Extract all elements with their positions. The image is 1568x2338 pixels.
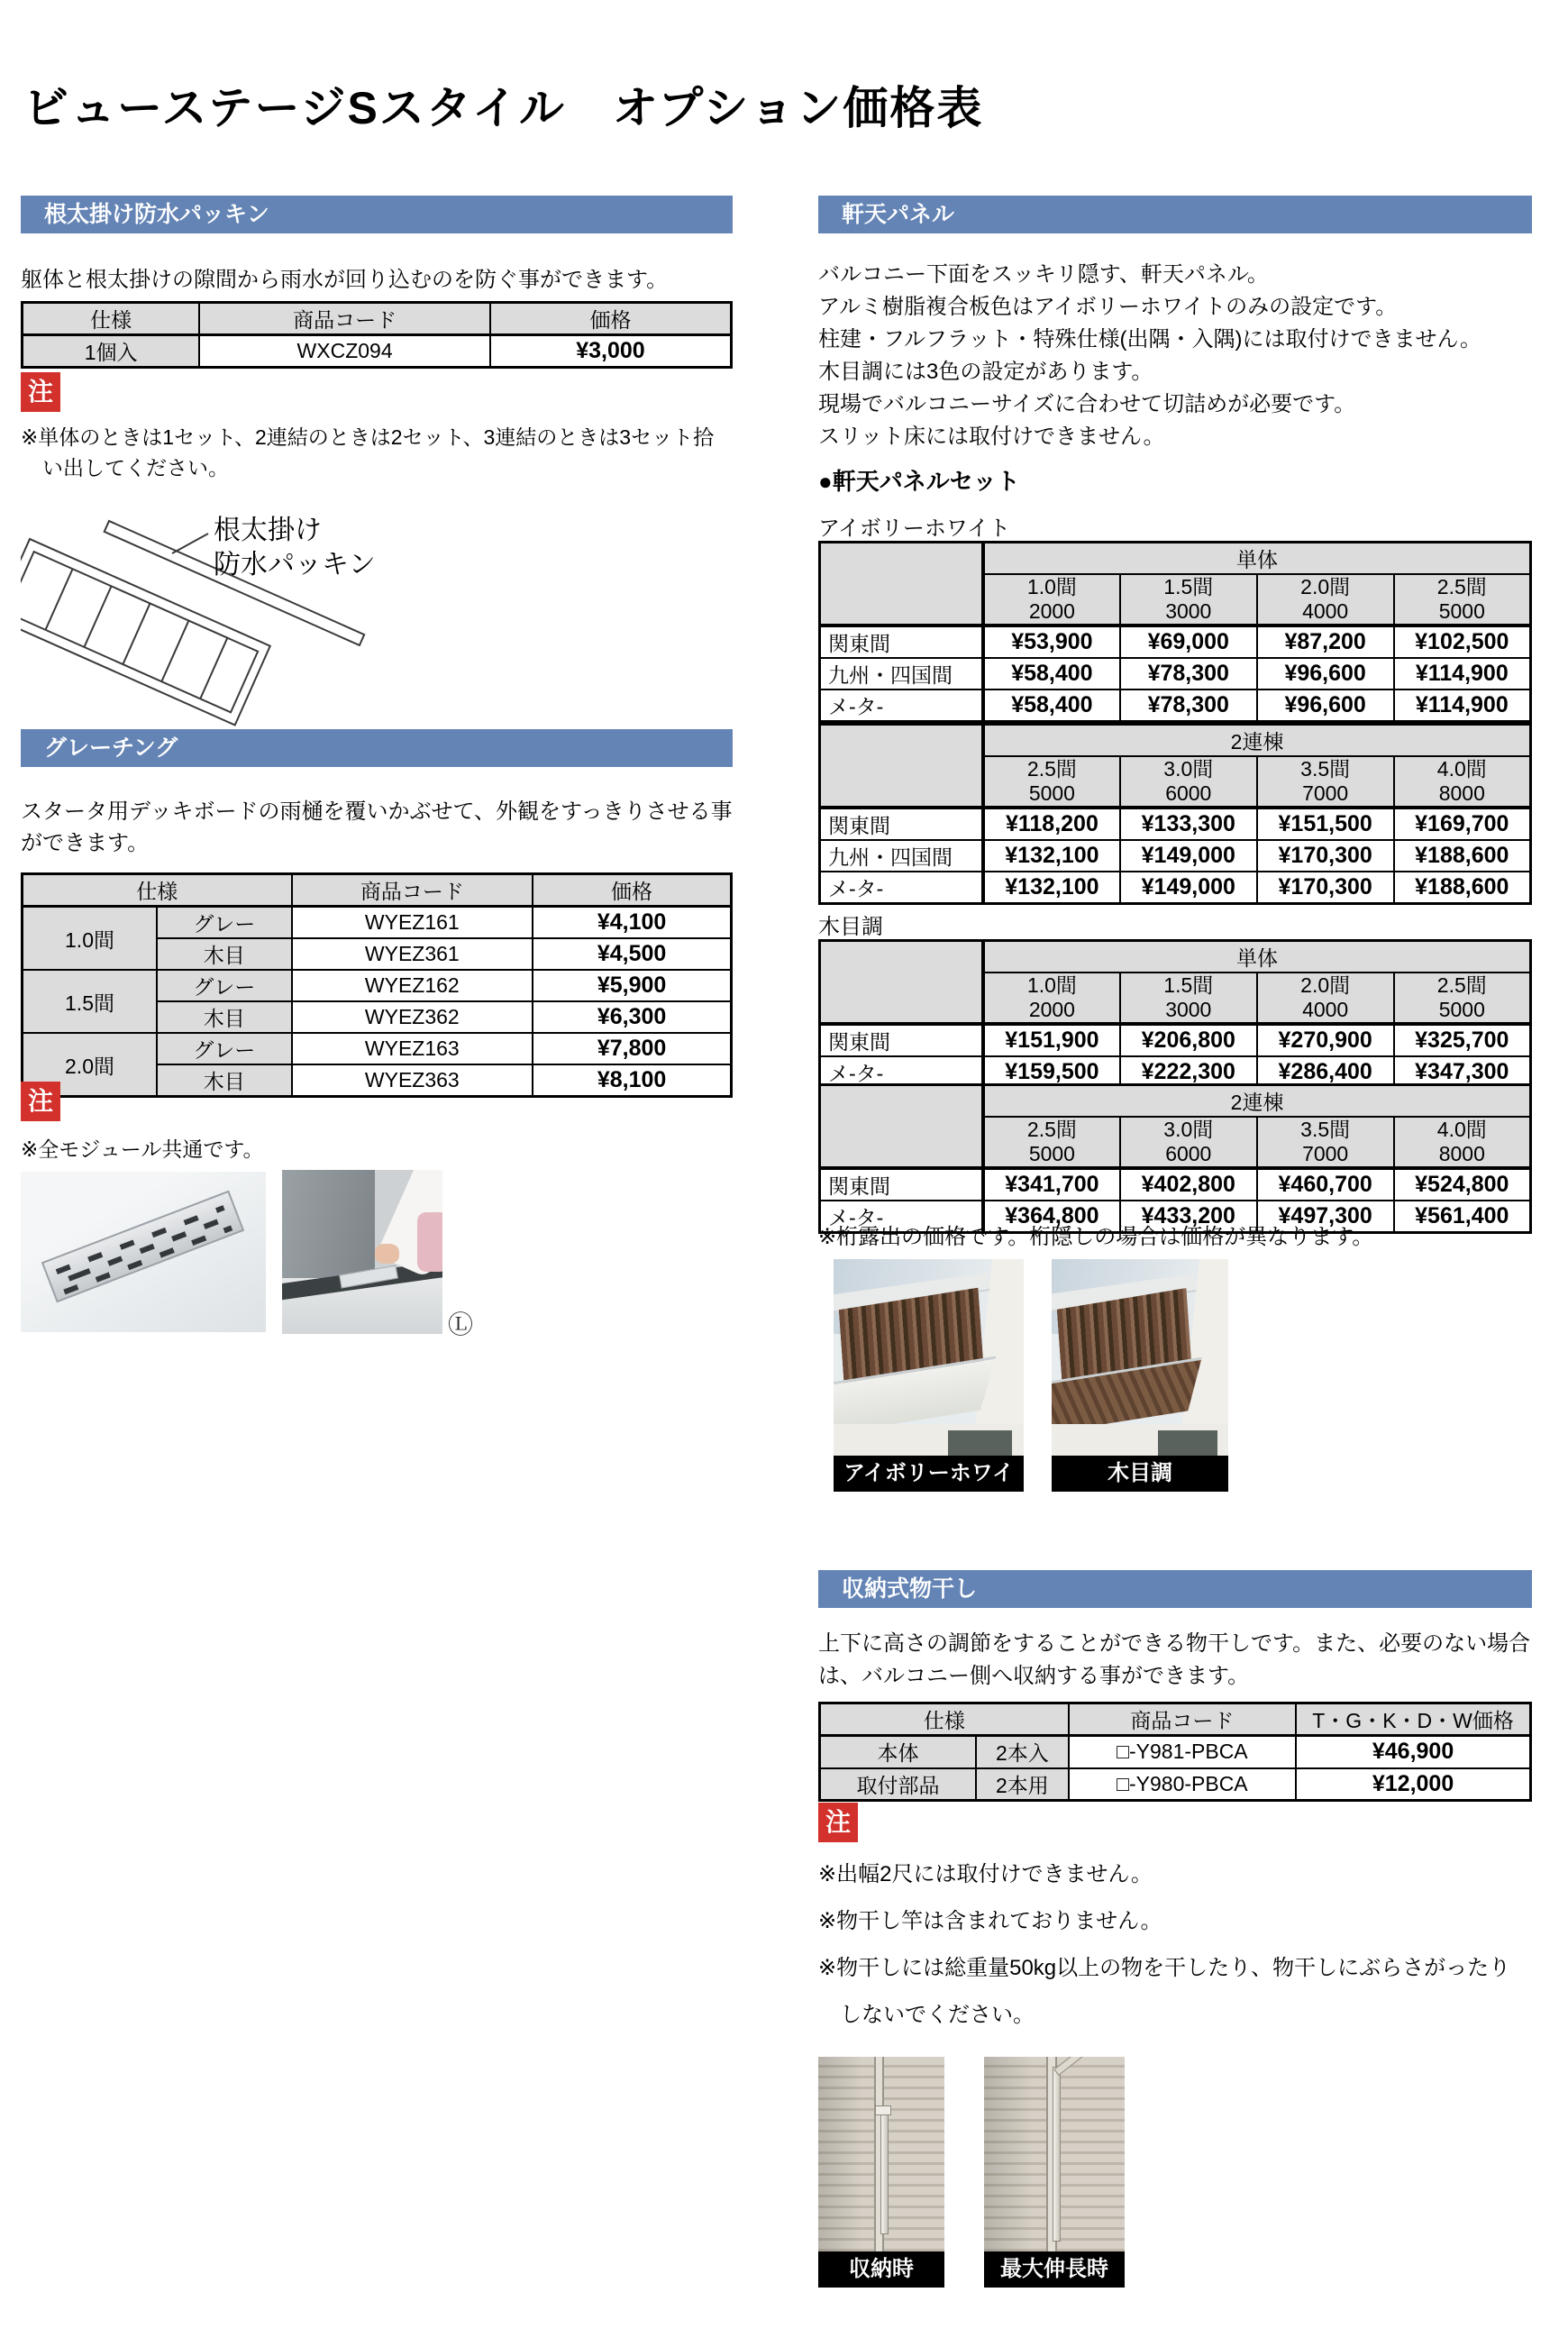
price-cell: ¥149,000 xyxy=(1120,840,1257,872)
photo-balcony-wood xyxy=(1052,1259,1228,1456)
section-header-soffit: 軒天パネル xyxy=(818,196,1532,233)
table-row xyxy=(23,335,732,368)
code-cell: WYEZ162 xyxy=(292,970,533,1001)
price-cell: ¥222,300 xyxy=(1120,1056,1257,1089)
col-header-code: 商品コード xyxy=(199,303,490,335)
note-badge: 注 xyxy=(21,1082,60,1121)
grating-strip xyxy=(41,1190,244,1302)
mm-size: 7000 xyxy=(1302,781,1349,805)
left-column xyxy=(21,0,733,2338)
section-header-laundry: 収納式物干し xyxy=(818,1570,1532,1608)
group-header: 2連棟 xyxy=(983,1085,1531,1118)
corner-cell xyxy=(820,1085,983,1169)
spec-cell: 取付部品 xyxy=(820,1768,977,1801)
price-cell: ¥188,600 xyxy=(1394,840,1531,872)
price-cell: ¥6,300 xyxy=(533,1001,731,1033)
col-header-code: 商品コード xyxy=(292,874,533,907)
col-header xyxy=(1394,574,1531,626)
spec-cell: 1個入 xyxy=(23,335,200,368)
desc-line: 木目調には3色の設定があります。 xyxy=(818,360,1153,384)
packing-diagram xyxy=(21,498,525,730)
ken-size: 4.0間 xyxy=(1436,757,1487,781)
laundry-pole xyxy=(1053,2067,1061,2242)
row-label: 関東間 xyxy=(820,626,983,658)
price-cell: ¥159,500 xyxy=(983,1056,1120,1089)
col-header xyxy=(1257,756,1394,808)
price-cell: ¥118,200 xyxy=(983,808,1120,840)
ken-size: 2.0間 xyxy=(1300,973,1351,997)
col-header xyxy=(1120,756,1257,808)
note-badge: 注 xyxy=(21,372,60,412)
price-cell: ¥53,900 xyxy=(983,626,1120,658)
mm-size: 3000 xyxy=(1165,599,1212,623)
soffit-table-ivory-double xyxy=(818,723,1532,905)
row-label: メ-タ- xyxy=(820,872,983,904)
finish-cell: 木目 xyxy=(157,1064,292,1097)
pole-bracket xyxy=(875,2105,891,2115)
desc-line: アルミ樹脂複合板色はアイボリーホワイトのみの設定です。 xyxy=(818,295,1398,319)
mm-size: 6000 xyxy=(1165,781,1212,805)
finish-cell: グレー xyxy=(157,907,292,939)
price-cell: ¥151,500 xyxy=(1257,808,1394,840)
finish-cell: 木目 xyxy=(157,938,292,970)
row-label: 九州・四国間 xyxy=(820,840,983,872)
desc-line: 柱建・フルフラット・特殊仕様(出隅・入隅)には取付けできません。 xyxy=(818,327,1481,352)
window xyxy=(1158,1430,1218,1456)
spec-cell: 本体 xyxy=(820,1736,977,1768)
col-header xyxy=(1120,1117,1257,1168)
mm-size: 4000 xyxy=(1302,998,1349,1021)
ken-size: 1.5間 xyxy=(1163,575,1214,598)
price-cell: ¥524,800 xyxy=(1394,1168,1531,1201)
price-cell: ¥133,300 xyxy=(1120,808,1257,840)
price-cell: ¥170,300 xyxy=(1257,840,1394,872)
code-cell: WYEZ363 xyxy=(292,1064,533,1097)
ken-size: 4.0間 xyxy=(1436,1118,1487,1141)
window xyxy=(948,1430,1013,1456)
ken-size: 1.0間 xyxy=(1026,575,1077,598)
col-header xyxy=(983,756,1120,808)
row-label: メ-タ- xyxy=(820,1201,983,1233)
laundry-note-3: ※物干しには総重量50kg以上の物を干したり、物干しにぶらさがったりしないでください。 xyxy=(818,1956,1511,2027)
size-cell: 2.0間 xyxy=(23,1033,158,1097)
price-cell: ¥46,900 xyxy=(1296,1736,1530,1768)
section-header-packing: 根太掛け防水パッキン xyxy=(21,196,733,233)
price-cell: ¥169,700 xyxy=(1394,808,1531,840)
col-header xyxy=(1257,574,1394,626)
finish-cell: グレー xyxy=(157,970,292,1001)
diagram-label-packing: 防水パッキン xyxy=(214,550,376,580)
price-cell: ¥96,600 xyxy=(1257,690,1394,722)
laundry-price-table xyxy=(818,1702,1532,1802)
packing-note: ※単体のときは1セット、2連結のときは2セット、3連結のときは3セット拾い出してください。 xyxy=(21,425,715,479)
ken-size: 3.5間 xyxy=(1300,757,1351,781)
soffit-table-wood-single xyxy=(818,939,1532,1090)
price-cell: ¥114,900 xyxy=(1394,690,1531,722)
price-cell: ¥58,400 xyxy=(983,658,1120,690)
table-header-row xyxy=(23,874,732,907)
grating-slots xyxy=(59,1215,229,1284)
ken-size: 2.5間 xyxy=(1436,575,1487,598)
row-label: 関東間 xyxy=(820,1024,983,1056)
col-header xyxy=(1394,756,1531,808)
packing-description: 躯体と根太掛けの隙間から雨水が回り込むのを防ぐ事ができます。 xyxy=(21,268,669,292)
code-cell: WYEZ161 xyxy=(292,907,533,939)
table-row xyxy=(820,808,1531,840)
price-cell: ¥5,900 xyxy=(533,970,731,1001)
code-cell: □-Y980-PBCA xyxy=(1069,1768,1296,1801)
mm-size: 4000 xyxy=(1302,599,1349,623)
ken-size: 2.5間 xyxy=(1436,973,1487,997)
price-cell: ¥325,700 xyxy=(1394,1024,1531,1056)
price-cell: ¥460,700 xyxy=(1257,1168,1394,1201)
table-row xyxy=(23,970,732,1001)
desc-line: 現場でバルコニーサイズに合わせて切詰めが必要です。 xyxy=(818,392,1356,416)
qty-cell: 2本用 xyxy=(976,1768,1069,1801)
group-header: 2連棟 xyxy=(983,725,1531,757)
mm-size: 5000 xyxy=(1438,998,1485,1021)
photo-grating-product xyxy=(21,1172,266,1332)
wood-label: 木目調 xyxy=(818,915,883,939)
code-cell: WYEZ361 xyxy=(292,938,533,970)
mm-size: 3000 xyxy=(1165,998,1212,1021)
mm-size: 8000 xyxy=(1438,1142,1485,1165)
table-row xyxy=(820,1024,1531,1056)
price-cell: ¥151,900 xyxy=(983,1024,1120,1056)
grating-description: スタータ用デッキボードの雨樋を覆いかぶせて、外観をすっきりさせる事ができます。 xyxy=(21,799,733,855)
col-header-spec: 仕様 xyxy=(23,303,200,335)
laundry-description: 上下に高さの調節をすることができる物干しです。また、必要のない場合は、バルコニー側へ収納する事ができます。 xyxy=(818,1631,1531,1688)
packing-price-table xyxy=(21,301,733,369)
row-label: メ-タ- xyxy=(820,1056,983,1089)
photo-grating-install xyxy=(282,1170,442,1334)
mm-size: 5000 xyxy=(1028,1142,1075,1165)
price-cell: ¥69,000 xyxy=(1120,626,1257,658)
ken-size: 1.0間 xyxy=(1026,973,1077,997)
photo-caption-wood: 木目調 xyxy=(1052,1456,1228,1492)
copyright-mark: Ⓛ xyxy=(448,1311,474,1338)
desc-line: バルコニー下面をスッキリ隠す、軒天パネル。 xyxy=(818,262,1269,287)
price-cell: ¥12,000 xyxy=(1296,1768,1530,1801)
laundry-pole xyxy=(880,2109,889,2233)
diagram-label-joist: 根太掛け xyxy=(214,516,322,545)
price-cell: ¥170,300 xyxy=(1257,872,1394,904)
col-header xyxy=(1120,973,1257,1024)
price-cell: ¥87,200 xyxy=(1257,626,1394,658)
group-header-row xyxy=(820,543,1531,575)
table-row xyxy=(820,872,1531,904)
price-cell: ¥402,800 xyxy=(1120,1168,1257,1201)
col-header xyxy=(983,973,1120,1024)
price-cell: ¥58,400 xyxy=(983,690,1120,722)
cloth xyxy=(417,1212,442,1272)
qty-cell: 2本入 xyxy=(976,1736,1069,1768)
price-cell: ¥78,300 xyxy=(1120,658,1257,690)
table-row xyxy=(820,1168,1531,1201)
col-header-price: T・G・K・D・W価格 xyxy=(1296,1703,1530,1736)
col-header xyxy=(1120,574,1257,626)
ken-size: 3.0間 xyxy=(1163,757,1214,781)
size-cell: 1.0間 xyxy=(23,907,158,971)
photo-pole-retracted xyxy=(818,2057,944,2251)
price-cell: ¥132,100 xyxy=(983,840,1120,872)
code-cell: WXCZ094 xyxy=(199,335,490,368)
col-header xyxy=(1394,973,1531,1024)
photo-pole-extended xyxy=(984,2057,1125,2251)
corner-cell xyxy=(820,725,983,808)
ivory-label: アイボリーホワイト xyxy=(818,516,1011,541)
group-header: 単体 xyxy=(983,543,1531,575)
price-cell: ¥4,100 xyxy=(533,907,731,939)
code-cell: WYEZ362 xyxy=(292,1001,533,1033)
group-header-row xyxy=(820,1085,1531,1118)
ken-size: 2.0間 xyxy=(1300,575,1351,598)
col-header-price: 価格 xyxy=(490,303,732,335)
col-header-price: 価格 xyxy=(533,874,731,907)
size-cell: 1.5間 xyxy=(23,970,158,1033)
col-header-code: 商品コード xyxy=(1069,1703,1296,1736)
price-cell: ¥7,800 xyxy=(533,1033,731,1064)
corner-cell xyxy=(820,543,983,626)
mm-size: 8000 xyxy=(1438,781,1485,805)
table-row xyxy=(820,1768,1531,1801)
photo-balcony-ivory xyxy=(834,1259,1024,1456)
col-header xyxy=(1257,1117,1394,1168)
row-label: 関東間 xyxy=(820,808,983,840)
ken-size: 3.5間 xyxy=(1300,1118,1351,1141)
photo-caption-extended: 最大伸長時 xyxy=(984,2251,1125,2288)
price-cell: ¥286,400 xyxy=(1257,1056,1394,1089)
mm-size: 6000 xyxy=(1165,1142,1212,1165)
table-header-row xyxy=(23,303,732,335)
price-cell: ¥347,300 xyxy=(1394,1056,1531,1089)
table-row xyxy=(820,840,1531,872)
finish-cell: グレー xyxy=(157,1033,292,1064)
price-cell: ¥341,700 xyxy=(983,1168,1120,1201)
col-header xyxy=(983,574,1120,626)
price-cell: ¥364,800 xyxy=(983,1201,1120,1233)
soffit-table-ivory-single xyxy=(818,541,1532,723)
page-title: ビューステージSスタイル オプション価格表 xyxy=(23,83,984,133)
price-cell: ¥3,000 xyxy=(490,335,732,368)
soffit-table-wood-double xyxy=(818,1083,1532,1234)
desc-line: スリット床には取付けできません。 xyxy=(818,425,1165,449)
price-cell: ¥270,900 xyxy=(1257,1024,1394,1056)
corner-cell xyxy=(820,941,983,1025)
soffit-set-title: ●軒天パネルセット xyxy=(818,468,1020,495)
price-cell: ¥102,500 xyxy=(1394,626,1531,658)
table-row xyxy=(820,658,1531,690)
photo-caption-ivory: アイボリーホワイト xyxy=(834,1456,1024,1492)
col-header-spec: 仕様 xyxy=(23,874,292,907)
col-header-spec: 仕様 xyxy=(820,1703,1069,1736)
row-label: メ-タ- xyxy=(820,690,983,722)
right-column xyxy=(818,0,1532,2338)
table-row xyxy=(820,1736,1531,1768)
price-cell: ¥8,100 xyxy=(533,1064,731,1097)
photo-caption-retracted: 収納時 xyxy=(818,2251,944,2288)
laundry-note-2: ※物干し竿は含まれておりません。 xyxy=(818,1909,1162,1933)
price-cell: ¥497,300 xyxy=(1257,1201,1394,1233)
grating-price-table xyxy=(21,872,733,1098)
note-badge: 注 xyxy=(818,1803,858,1842)
col-header xyxy=(1394,1117,1531,1168)
price-cell: ¥4,500 xyxy=(533,938,731,970)
ken-size: 2.5間 xyxy=(1026,757,1077,781)
row-label: 九州・四国間 xyxy=(820,658,983,690)
price-cell: ¥149,000 xyxy=(1120,872,1257,904)
ken-size: 2.5間 xyxy=(1026,1118,1077,1141)
row-label: 関東間 xyxy=(820,1168,983,1201)
price-cell: ¥96,600 xyxy=(1257,658,1394,690)
table-row xyxy=(820,626,1531,658)
mm-size: 7000 xyxy=(1302,1142,1349,1165)
col-header xyxy=(1257,973,1394,1024)
price-cell: ¥114,900 xyxy=(1394,658,1531,690)
mm-size: 2000 xyxy=(1028,599,1075,623)
col-header xyxy=(983,1117,1120,1168)
price-cell: ¥206,800 xyxy=(1120,1024,1257,1056)
soffit-description xyxy=(818,259,1532,453)
laundry-note-1: ※出幅2尺には取付けできません。 xyxy=(818,1862,1153,1886)
grating-note: ※全モジュール共通です。 xyxy=(21,1137,264,1161)
table-row xyxy=(23,907,732,939)
price-cell: ¥561,400 xyxy=(1394,1201,1531,1233)
ken-size: 3.0間 xyxy=(1163,1118,1214,1141)
ken-size: 1.5間 xyxy=(1163,973,1214,997)
mm-size: 5000 xyxy=(1438,599,1485,623)
price-cell: ¥78,300 xyxy=(1120,690,1257,722)
finish-cell: 木目 xyxy=(157,1001,292,1033)
price-cell: ¥188,600 xyxy=(1394,872,1531,904)
group-header-row xyxy=(820,941,1531,973)
group-header: 単体 xyxy=(983,941,1531,973)
price-cell: ¥433,200 xyxy=(1120,1201,1257,1233)
group-header-row xyxy=(820,725,1531,757)
soffit-note: ※桁露出の価格です。桁隠しの場合は価格が異なります。 xyxy=(818,1225,1374,1249)
price-cell: ¥132,100 xyxy=(983,872,1120,904)
code-cell: WYEZ163 xyxy=(292,1033,533,1064)
section-header-grating: グレーチング xyxy=(21,729,733,767)
table-header-row xyxy=(820,1703,1531,1736)
table-row xyxy=(820,690,1531,722)
person-hand xyxy=(375,1244,399,1264)
mm-size: 2000 xyxy=(1028,998,1075,1021)
mm-size: 5000 xyxy=(1028,781,1075,805)
code-cell: □-Y981-PBCA xyxy=(1069,1736,1296,1768)
table-row xyxy=(23,1033,732,1064)
